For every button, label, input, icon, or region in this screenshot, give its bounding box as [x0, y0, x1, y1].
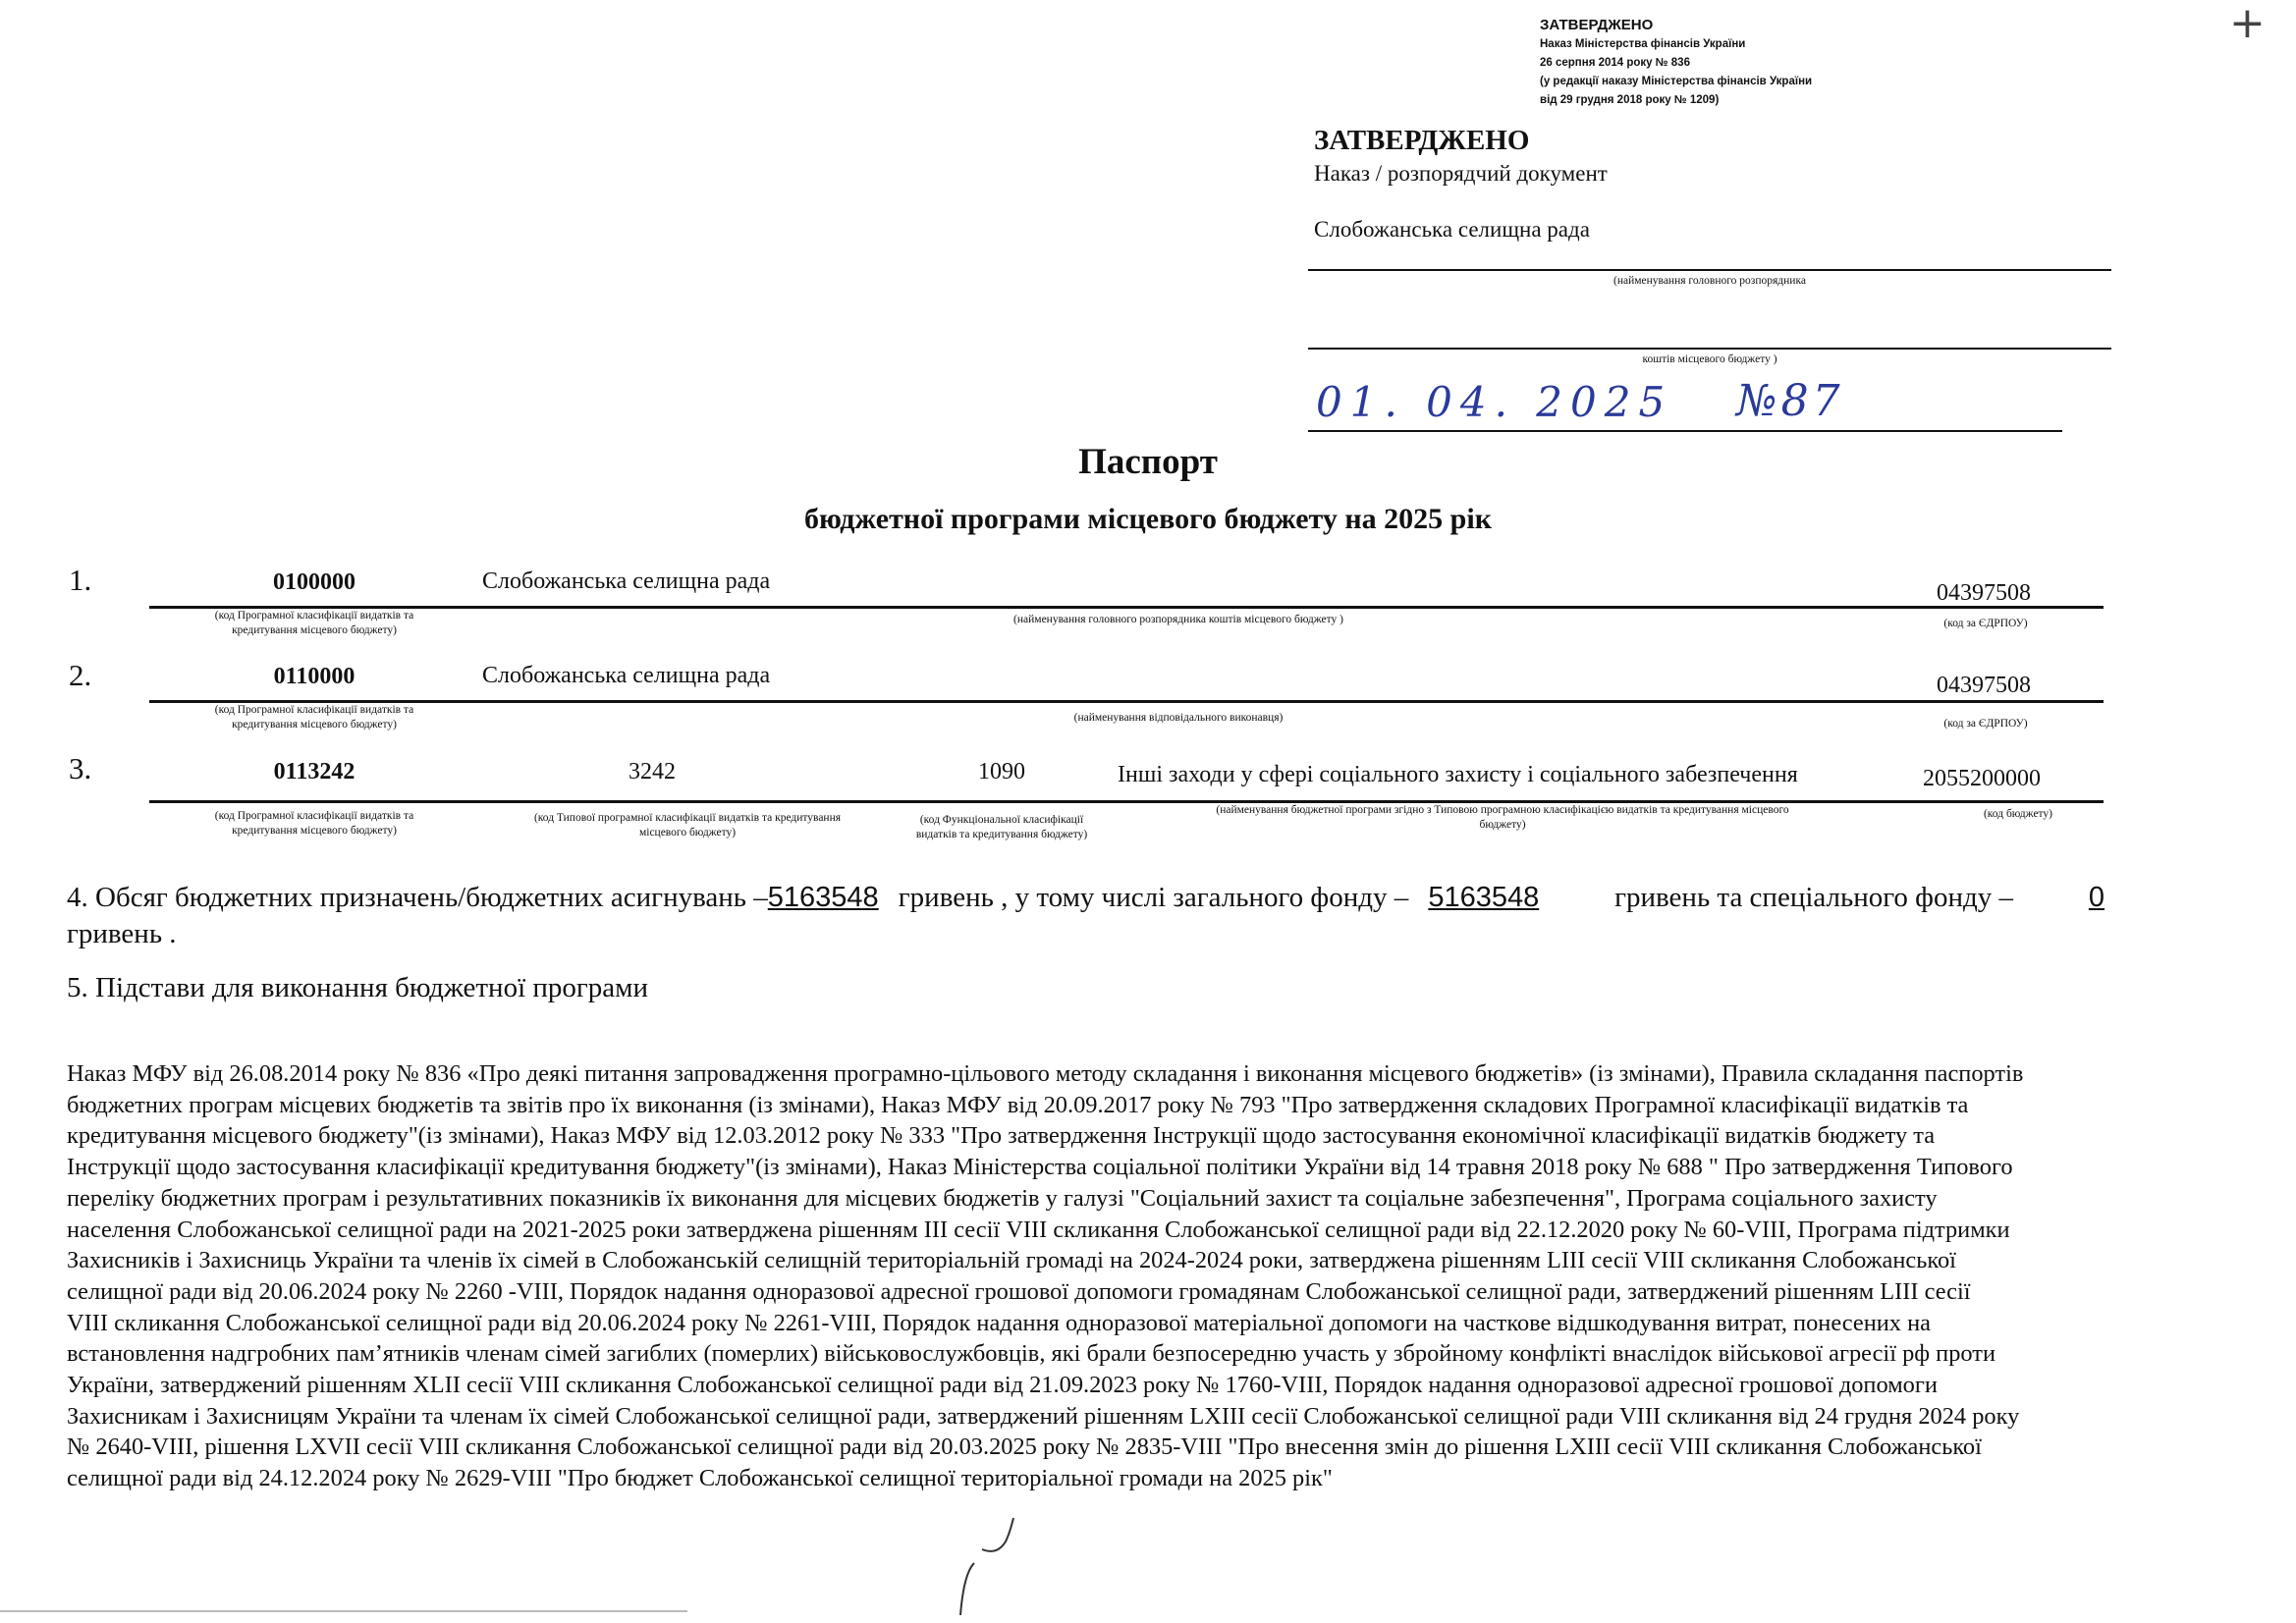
row-2-name: Слобожанська селищна рада — [482, 663, 771, 688]
row-3-program-code: 0113242 — [273, 759, 355, 784]
section-5-heading: 5. Підстави для виконання бюджетної програми — [67, 972, 649, 1003]
row-3-budget-code: 2055200000 — [1923, 766, 2041, 791]
section-4-prefix: 4. Обсяг бюджетних призначень/бюджетних асигнувань – — [67, 882, 768, 913]
section-4-special-fund: 0 — [2088, 882, 2105, 913]
stamp-line: (у редакції наказу Міністерства фінансів України — [1540, 76, 1813, 87]
basis-line: Захисникам і Захисницям України та членам їх сімей Слобожанської селищної ради, затверджений рішенням LXIII сесії Слобожанської селищної ради VIII скликання від 24 грудня 2024 року — [67, 1402, 2020, 1430]
approval-title: ЗАТВЕРДЖЕНО — [1314, 125, 1530, 156]
row-2-number: 2. — [69, 658, 92, 692]
section-4-general-fund: 5163548 — [1428, 882, 1540, 913]
row-1-number: 1. — [69, 563, 92, 597]
row-1-caption-code: (код Програмної класифікації видатків та кредитування місцевого бюджету) — [214, 610, 414, 636]
row-3-program-name: Інші заходи у сфері соціального захисту і соціального забезпечення — [1118, 762, 1798, 787]
page-title: Паспорт — [1078, 442, 1218, 482]
stamp-line: Наказ Міністерства фінансів України — [1540, 38, 1746, 50]
section-4-total: 5163548 — [767, 882, 879, 913]
row-3-caption-code: (код Програмної класифікації видатків та кредитування місцевого бюджету) — [214, 810, 414, 837]
basis-line: VIII скликання Слобожанської селищної ради від 20.06.2024 року № 2261-VIII, Порядок надання одноразової матеріальної допомоги на часткове відшкодування витрат, понесених на — [67, 1309, 1931, 1336]
row-2-caption-name: (найменування відповідального виконавця) — [1073, 712, 1284, 724]
basis-line: України, затверджений рішенням XLII сесії VIII скликання Слобожанської селищної ради від 21.09.2023 року № 1760-VIII, Порядок надання одноразової адресної грошової допомоги — [67, 1372, 1938, 1399]
signature-scribble — [953, 1512, 1070, 1620]
row-2-program-code: 0110000 — [273, 664, 355, 689]
stamp-title: ЗАТВЕРДЖЕНО — [1540, 17, 1654, 33]
basis-line: населення Слобожанської селищної ради на 2021-2025 роки затверджена рішенням ІІІ сесії VIII скликання Слобожанської селищної ради від 22.12.2020 року № 60-VIII, Програма підтримки — [67, 1216, 2010, 1243]
basis-line: Захисників і Захисниць України та членів їх сімей в Слобожанській селищній територіальній громаді на 2024-2024 роки, затверджена рішенням LIII сесії VIII скликання Слобожанської — [67, 1247, 1956, 1274]
section-4-mid-2: гривень та спеціального фонду – — [1607, 882, 2021, 913]
row-3-typical-code: 3242 — [629, 759, 676, 784]
basis-line: селищної ради від 24.12.2024 року № 2629-VIII "Про бюджет Слобожанської селищної територіальної громади на 2025 рік" — [67, 1465, 1333, 1492]
basis-line: № 2640-VIII, рішення LXVII сесії VIII скликання Слобожанської селищної ради від 20.03.2025 року № 2835-VIII "Про внесення змін до рішення LXIII сесії VIII скликання Слобожанської — [67, 1434, 1982, 1461]
approval-doc-type: Наказ / розпорядчий документ — [1314, 161, 1608, 186]
handwritten-date: 01. 04. 2025 — [1316, 378, 1673, 426]
basis-line: Інструкції щодо застосування класифікації кредитування бюджету"(із змінами), Наказ Міністерства соціальної політики України від 14 травня 2018 року № 688 " Про затвердження Типового — [67, 1154, 2013, 1181]
approval-caption-2: коштів місцевого бюджету ) — [1642, 353, 1777, 365]
basis-line: переліку бюджетних програм і результативних показників їх виконання для місцевих бюджетів у галузі "Соціальний захист та соціальне забезпечення", Програма соціального захисту — [67, 1184, 1938, 1212]
approval-stamp — [1540, 16, 1812, 110]
row-1-caption-edrpou: (код за ЄДРПОУ) — [1943, 618, 2028, 629]
approval-org-underline — [1308, 269, 2111, 271]
approval-org: Слобожанська селищна рада — [1314, 217, 1590, 242]
handwritten-number: №87 — [1736, 376, 1844, 426]
section-4-suffix: гривень . — [67, 918, 177, 949]
row-1-caption-name: (найменування головного розпорядника коштів місцевого бюджету ) — [1013, 614, 1343, 625]
basis-line: встановлення надгробних пам’ятників членам сімей загиблих (померлих) військовослужбовців, які брали безпосередню участь у збройному конфлікті внаслідок військової агресії рф проти — [67, 1340, 1996, 1368]
row-3-functional-code: 1090 — [978, 759, 1025, 784]
row-3-caption-functional: (код Функціональної класифікації видатків та кредитування бюджету) — [915, 814, 1088, 840]
basis-line: кредитування місцевого бюджету"(із змінами), Наказ МФУ від 12.03.2012 року № 333 "Про затвердження Інструкції щодо застосування економічної класифікації видатків бюджету та — [67, 1122, 1936, 1150]
section-4-mid-1: гривень , у тому числі загального фонду – — [891, 882, 1416, 913]
row-3-caption-typical: (код Типової програмної класифікації видатків та кредитування місцевого бюджету) — [533, 812, 842, 839]
basis-line: бюджетних програм місцевих бюджетів та звітів про їх виконання (із змінами), Наказ МФУ від 20.09.2017 року № 793 "Про затвердження складових Програмної класифікації видатків та — [67, 1091, 1969, 1118]
row-2-caption-edrpou: (код за ЄДРПОУ) — [1943, 718, 2028, 730]
row-3-number: 3. — [69, 751, 92, 785]
row-2-caption-code: (код Програмної класифікації видатків та кредитування місцевого бюджету) — [214, 704, 414, 730]
stamp-line: 26 серпня 2014 року № 836 — [1540, 57, 1690, 69]
row-2-edrpou: 04397508 — [1937, 673, 2031, 698]
row-1-program-code: 0100000 — [273, 569, 355, 595]
approval-caption-1: (найменування головного розпорядника — [1613, 275, 1806, 287]
page-subtitle: бюджетної програми місцевого бюджету на 2025 рік — [804, 503, 1492, 535]
row-1-edrpou: 04397508 — [1937, 580, 2031, 606]
stamp-line: від 29 грудня 2018 року № 1209) — [1540, 94, 1720, 106]
bottom-fold-line — [0, 1610, 687, 1612]
approval-date-underline — [1308, 430, 2062, 432]
row-3-caption-budget: (код бюджету) — [1983, 808, 2053, 820]
section-5-basis-text — [67, 1058, 2124, 1494]
approval-blank-underline — [1308, 348, 2111, 350]
section-4-allocations — [67, 881, 2105, 950]
corner-mark: + — [2229, 0, 2266, 48]
basis-line: Наказ МФУ від 26.08.2014 року № 836 «Про деякі питання запровадження програмно-цільового методу складання і виконання місцевого бюджетів» (із змінами), Правила складання паспортів — [67, 1060, 2024, 1087]
row-3-caption-name: (найменування бюджетної програми згідно з Типовою програмною класифікацією видатків та кредитування місцевого бюджету) — [1216, 804, 1789, 831]
basis-line: селищної ради від 20.06.2024 року № 2260 -VIII, Порядок надання одноразової адресної грошової допомоги громадянам Слобожанської селищної ради, затверджений рішенням LIII сесії — [67, 1277, 1971, 1305]
row-1-name: Слобожанська селищна рада — [482, 568, 771, 594]
